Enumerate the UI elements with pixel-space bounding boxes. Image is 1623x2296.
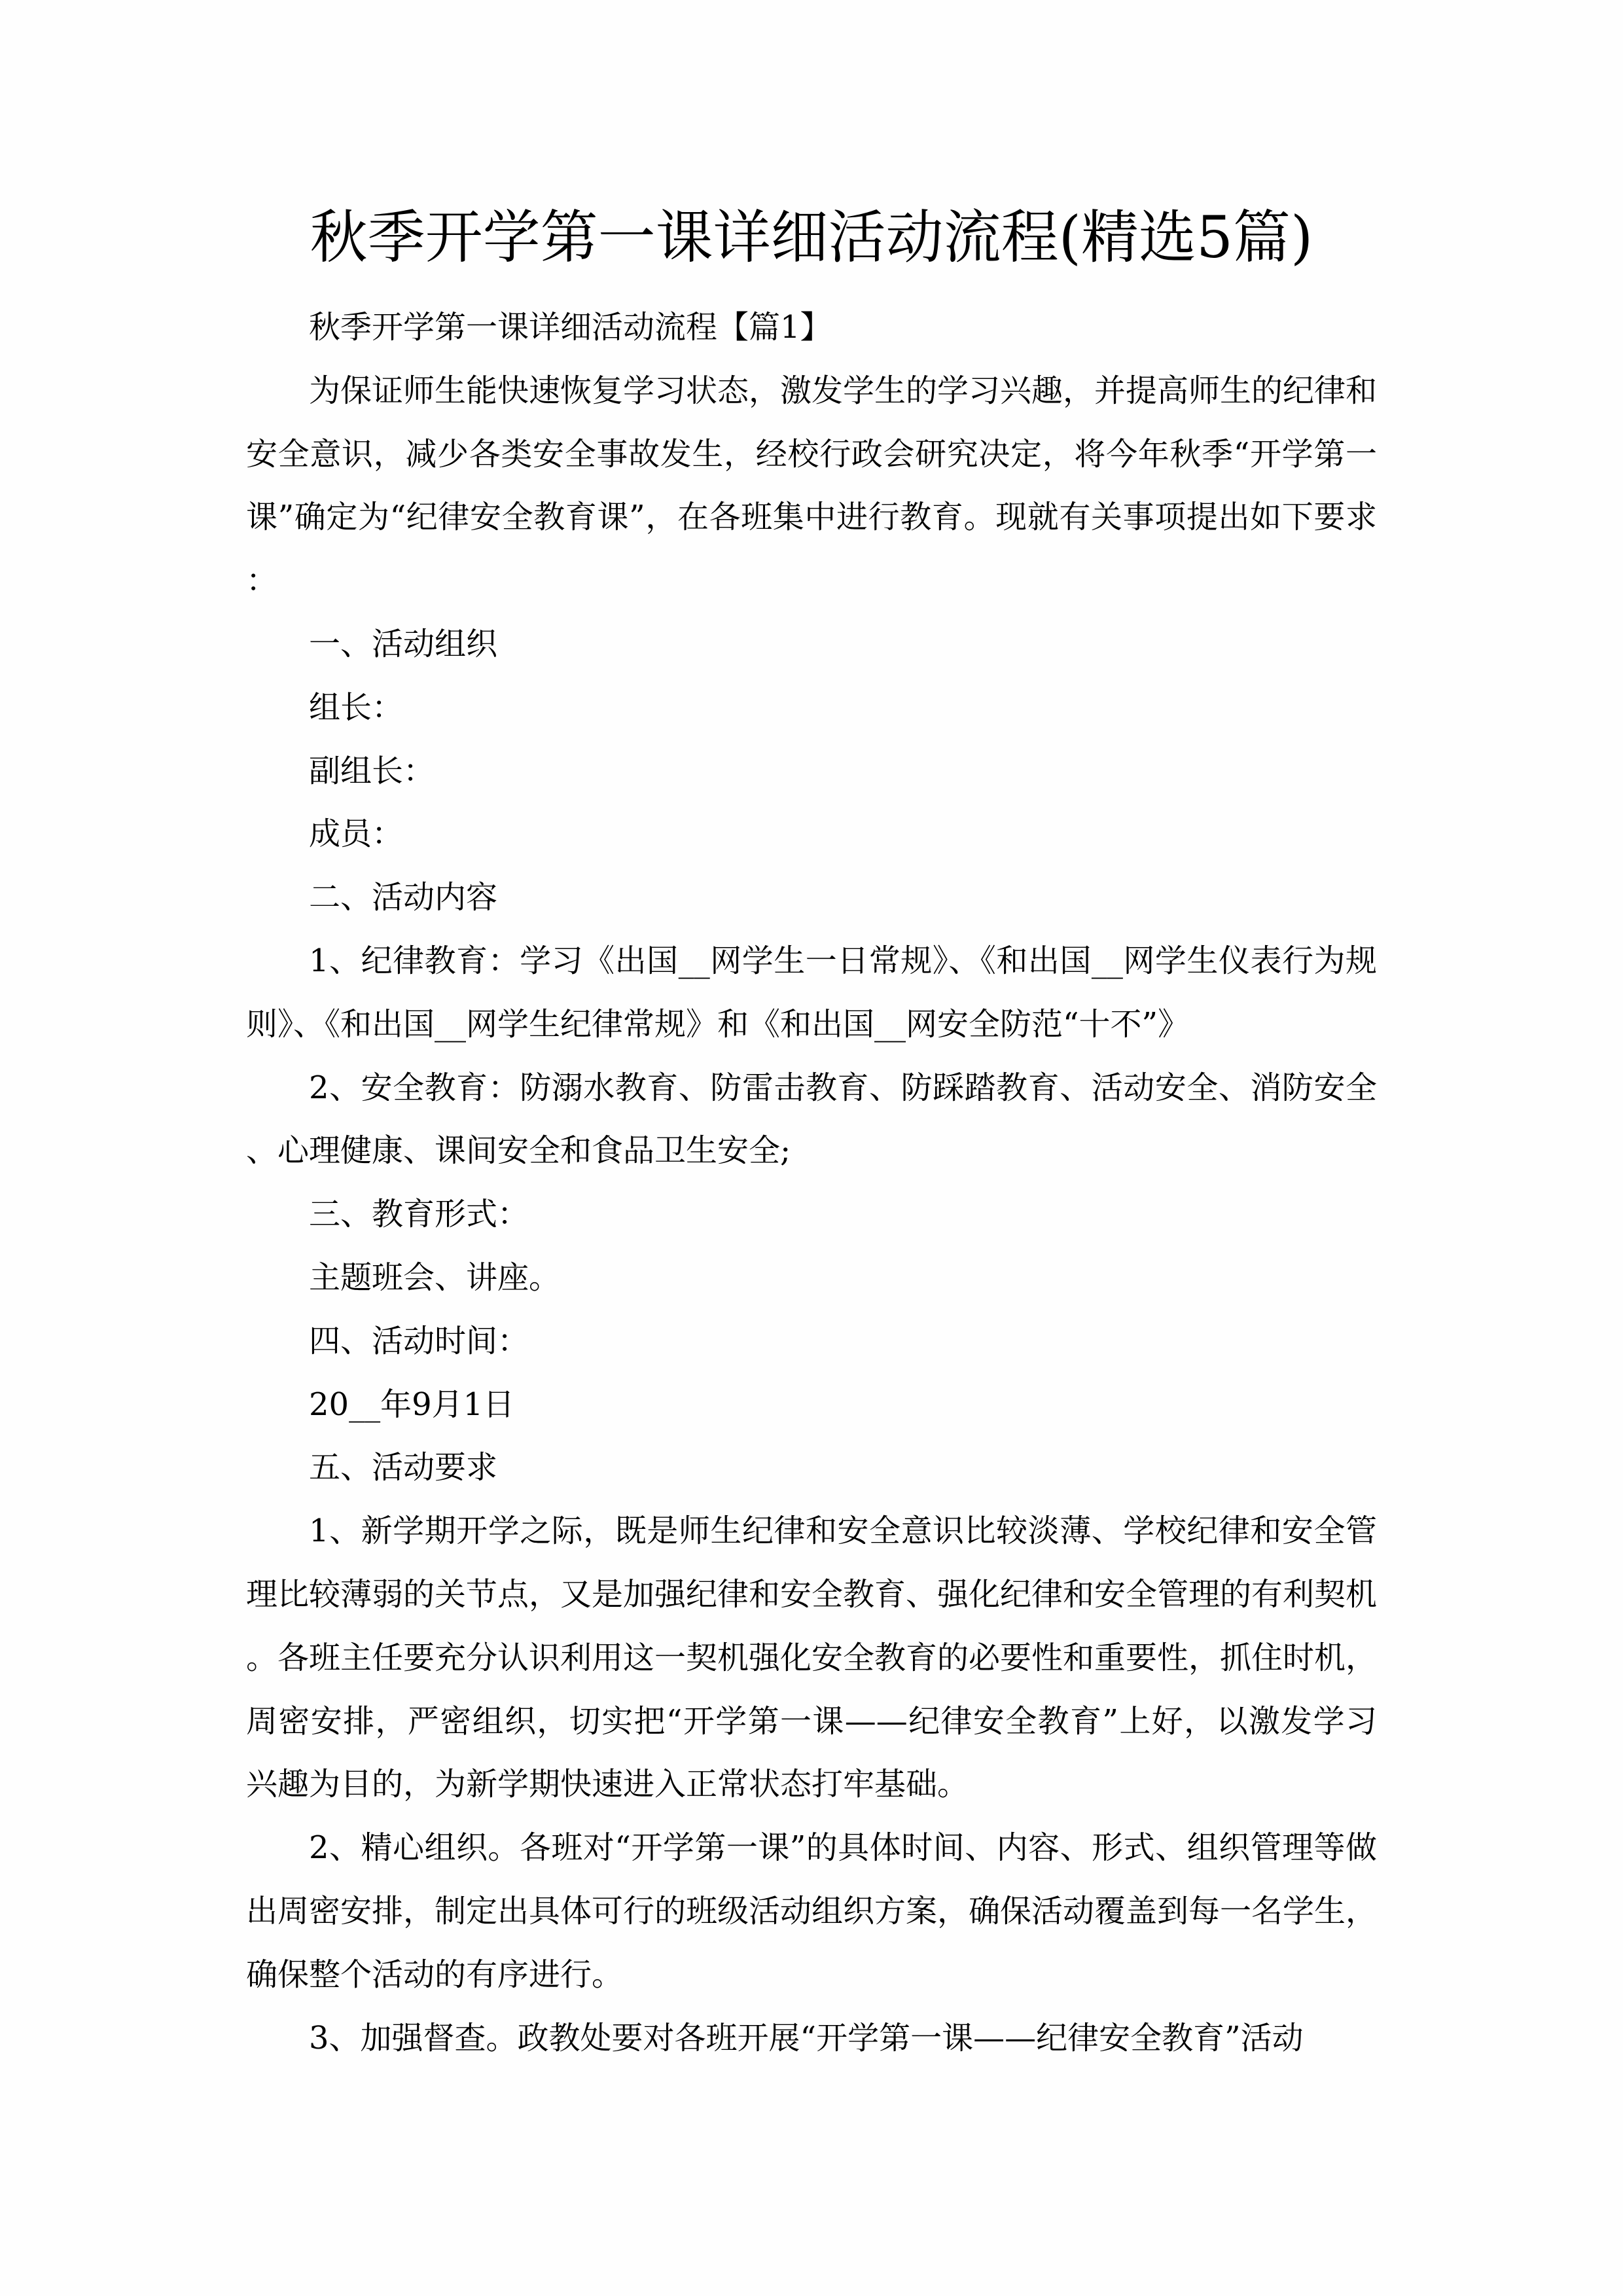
heading-activity-organization: 一、活动组织 (309, 625, 498, 662)
paragraph-requirement-2: 2、精心组织。各班对“开学第一课”的具体时间、内容、形式、组织管理等做出周密安排，制定出具体可行的班级活动组织方案，确保活动覆盖到每一名学生，确保整个活动的有序进行。 (246, 1829, 1378, 1993)
paragraph-discipline-education: 1、纪律教育：学习《出国__网学生一日常规》、《和出国__网学生仪表行为规则》、《和出国__网学生纪律常规》和《和出国__网安全防范“十不”》 (246, 942, 1377, 1043)
heading-activity-time: 四、活动时间： (309, 1322, 529, 1359)
paragraph-requirement-1: 1、新学期开学之际，既是师生纪律和安全意识比较淡薄、学校纪律和安全管理比较薄弱的关节点，又是加强纪律和安全教育、强化纪律和安全管理的有利契机。各班主任要充分认识利用这一契机强化安全教育的必要性和重要性，抓住时机，周密安排，严密组织，切实把“开学第一课——纪律安全教育”上好，以激发学习兴趣为目的，为新学期快速进入正常状态打牢基础。 (246, 1513, 1378, 1803)
label-deputy-leader: 副组长： (309, 752, 435, 789)
paragraph-activity-date: 20__年9月1日 (309, 1386, 515, 1423)
label-members: 成员： (309, 816, 404, 853)
heading-activity-requirements: 五、活动要求 (309, 1449, 498, 1486)
paragraph-safety-education: 2、安全教育：防溺水教育、防雷击教育、防踩踏教育、活动安全、消防安全、心理健康、课间安全和食品卫生安全; (246, 1069, 1377, 1170)
heading-education-form: 三、教育形式： (309, 1196, 529, 1233)
section-heading: 秋季开学第一课详细活动流程【篇1】 (309, 309, 832, 346)
label-group-leader: 组长： (309, 689, 404, 726)
paragraph-requirement-3: 3、加强督查。政教处要对各班开展“开学第一课——纪律安全教育”活动 (309, 2019, 1304, 2056)
heading-activity-content: 二、活动内容 (309, 879, 498, 916)
paragraph-education-form: 主题班会、讲座。 (309, 1259, 561, 1296)
document-body (246, 296, 1377, 2070)
paragraph-intro: 为保证师生能快速恢复学习状态，激发学生的学习兴趣，并提高师生的纪律和安全意识，减少各类安全事故发生，经校行政会研究决定，将今年秋季“开学第一课”确定为“纪律安全教育课”，在各班集中进行教育。现就有关事项提出如下要求： (246, 372, 1378, 600)
document-title: 秋季开学第一课详细活动流程(精选5篇) (310, 204, 1313, 271)
